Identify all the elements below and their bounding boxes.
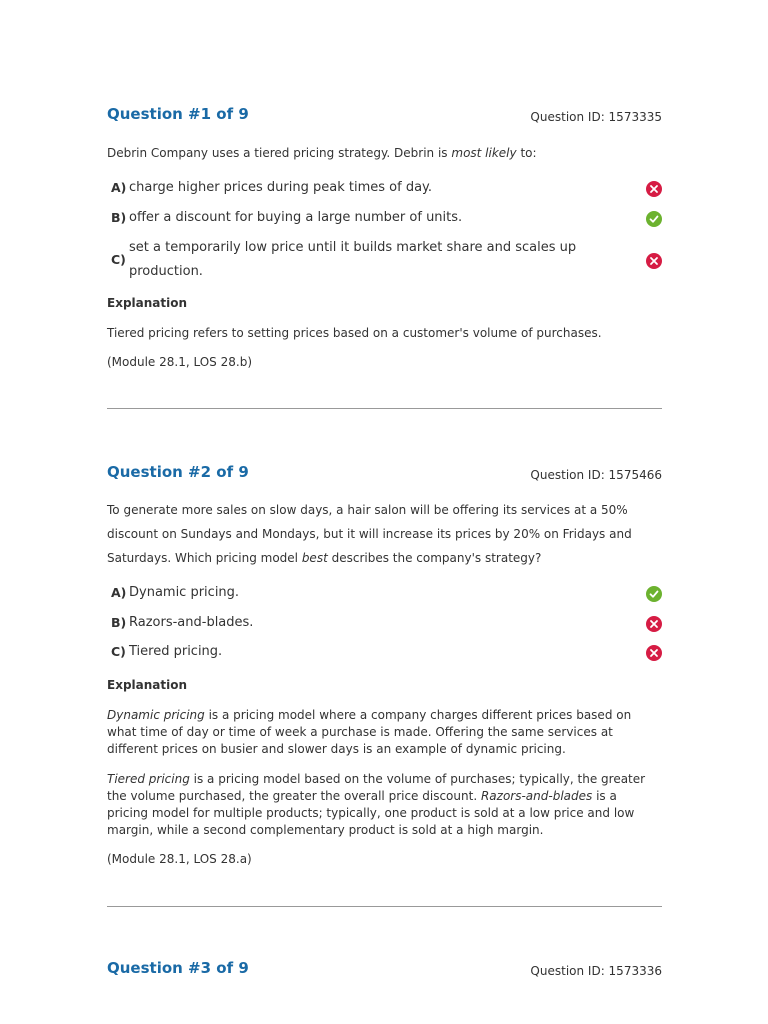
option-letter: A) xyxy=(111,585,127,600)
option-text: charge higher prices during peak times of day. xyxy=(129,180,433,195)
los-reference: (Module 28.1, LOS 28.b) xyxy=(107,355,252,369)
answer-option-c[interactable] xyxy=(107,640,662,664)
answer-option-b[interactable] xyxy=(107,206,662,230)
correct-check-icon xyxy=(646,586,662,602)
question-title: Question #2 of 9 xyxy=(107,463,249,481)
question-stem: Debrin Company uses a tiered pricing strategy. Debrin is most likely to: xyxy=(107,146,537,160)
option-letter: B) xyxy=(111,615,127,630)
option-text: offer a discount for buying a large number of units. xyxy=(129,210,463,225)
answer-option-a[interactable] xyxy=(107,581,662,605)
incorrect-x-icon xyxy=(646,181,662,197)
answer-option-a[interactable] xyxy=(107,176,662,200)
option-text: Dynamic pricing. xyxy=(129,585,240,600)
option-letter: B) xyxy=(111,210,127,225)
answer-option-b[interactable] xyxy=(107,611,662,635)
explanation-paragraph-2: Tiered pricing is a pricing model based on the volume of purchases; typically, the greater the volume purchased, the greater the overall price discount. Razors-and-blades is a pricing model for multiple products; typically, one product is sold at a low price and low margin, while a second complementary product is sold at a high margin. xyxy=(107,772,646,837)
explanation-label: Explanation xyxy=(107,296,188,310)
question-3-header xyxy=(107,958,662,980)
question-id: Question ID: 1573336 xyxy=(530,964,662,978)
correct-check-icon xyxy=(646,211,662,227)
question-stem: To generate more sales on slow days, a hair salon will be offering its services at a 50% discount on Sundays and Mondays, but it will increase its prices by 20% on Fridays and Saturdays. Which pricing model best describes the company's strategy? xyxy=(107,503,632,565)
los-reference: (Module 28.1, LOS 28.a) xyxy=(107,852,252,866)
question-id: Question ID: 1573335 xyxy=(530,110,662,124)
incorrect-x-icon xyxy=(646,645,662,661)
option-letter: C) xyxy=(111,252,126,267)
incorrect-x-icon xyxy=(646,253,662,269)
explanation-label: Explanation xyxy=(107,678,188,692)
question-2-header xyxy=(107,462,662,484)
incorrect-x-icon xyxy=(646,616,662,632)
explanation-paragraph-1: Dynamic pricing is a pricing model where a company charges different prices based on what time of day or time of week a purchase is made. Offering the same services at different prices on busier and slower days is an example of dynamic pricing. xyxy=(107,708,632,756)
question-title: Question #1 of 9 xyxy=(107,105,249,123)
divider xyxy=(107,408,662,409)
option-text: Razors-and-blades. xyxy=(129,615,254,630)
explanation-text: Tiered pricing refers to setting prices based on a customer's volume of purchases. xyxy=(107,326,602,340)
option-letter: C) xyxy=(111,644,126,659)
option-text: set a temporarily low price until it builds market share and scales up production. xyxy=(129,240,577,279)
answer-option-c[interactable] xyxy=(107,236,662,284)
option-letter: A) xyxy=(111,180,127,195)
option-text: Tiered pricing. xyxy=(129,644,223,659)
divider xyxy=(107,906,662,907)
question-1-header xyxy=(107,104,662,126)
question-title: Question #3 of 9 xyxy=(107,959,249,977)
question-id: Question ID: 1575466 xyxy=(530,468,662,482)
